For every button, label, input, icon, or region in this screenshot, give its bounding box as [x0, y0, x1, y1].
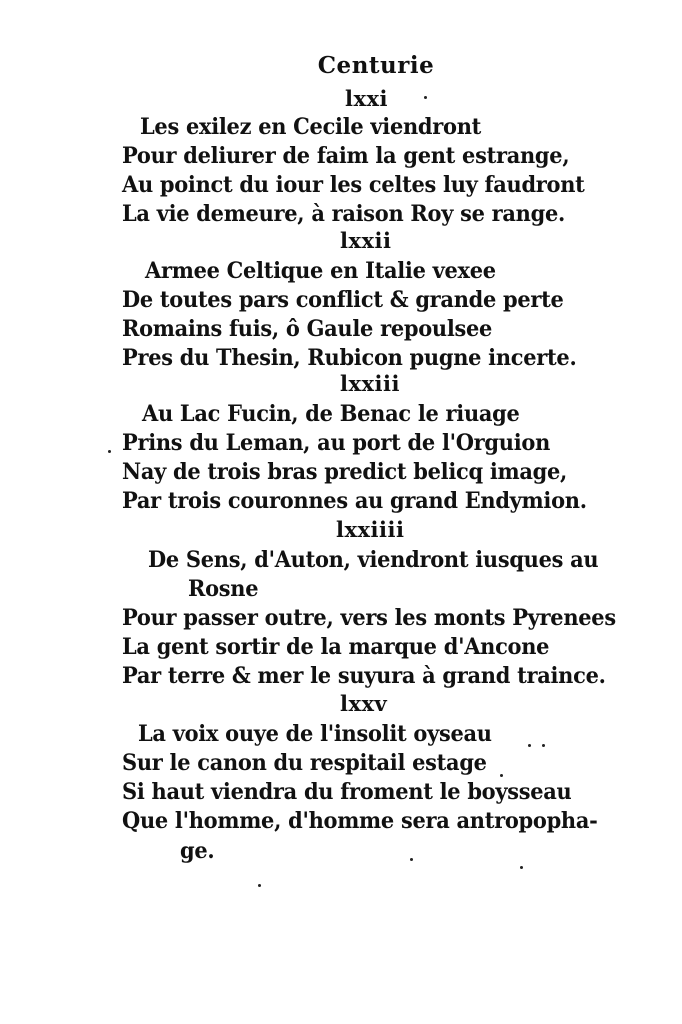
scan-speck: [424, 96, 427, 99]
verse-line: De toutes pars conflict & grande perte: [122, 287, 564, 313]
scan-speck: [528, 744, 531, 747]
verse-line: La vie demeure, à raison Roy se range.: [122, 201, 565, 227]
verse-line: La gent sortir de la marque d'Ancone: [122, 634, 550, 660]
quatrain-number: lxxv: [340, 691, 388, 716]
quatrain-number: lxxii: [340, 228, 392, 253]
verse-line: Si haut viendra du froment le boysseau: [122, 779, 572, 805]
verse-line: Romains fuis, ô Gaule repoulsee: [122, 316, 493, 342]
scan-speck: [410, 858, 413, 861]
verse-line: Rosne: [188, 576, 259, 602]
verse-line: Sur le canon du respitail estage: [122, 750, 487, 776]
verse-line: Par trois couronnes au grand Endymion.: [122, 488, 587, 514]
running-head: Centurie: [317, 52, 435, 79]
verse-line: De Sens, d'Auton, viendront iusques au: [148, 547, 599, 573]
verse-line: Au Lac Fucin, de Benac le riuage: [142, 401, 520, 427]
quatrain-number: lxxiii: [340, 371, 400, 396]
verse-line: Pour passer outre, vers les monts Pyrenees: [122, 605, 616, 631]
scan-speck: [542, 744, 545, 747]
verse-line: Prins du Leman, au port de l'Orguion: [122, 430, 551, 456]
verse-line: Pour deliurer de faim la gent estrange,: [122, 143, 570, 169]
scan-speck: [258, 884, 261, 887]
verse-line: Nay de trois bras predict belicq image,: [122, 459, 568, 485]
quatrain-number: lxxi: [345, 86, 388, 111]
verse-line: Armee Celtique en Italie vexee: [145, 258, 496, 284]
verse-line: Par terre & mer le suyura à grand traince.: [122, 663, 606, 689]
verse-line: Que l'homme, d'homme sera antropopha-: [122, 808, 598, 834]
verse-line: ge.: [180, 838, 215, 864]
verse-line: Les exilez en Cecile viendront: [140, 114, 482, 140]
verse-line: Au poinct du iour les celtes luy faudront: [122, 172, 585, 198]
verse-line: La voix ouye de l'insolit oyseau: [138, 721, 492, 747]
scan-speck: [520, 866, 523, 869]
scan-speck: [500, 774, 503, 777]
scan-speck: [108, 450, 111, 453]
quatrain-number: lxxiiii: [336, 517, 405, 542]
verse-line: Pres du Thesin, Rubicon pugne incerte.: [122, 345, 577, 371]
